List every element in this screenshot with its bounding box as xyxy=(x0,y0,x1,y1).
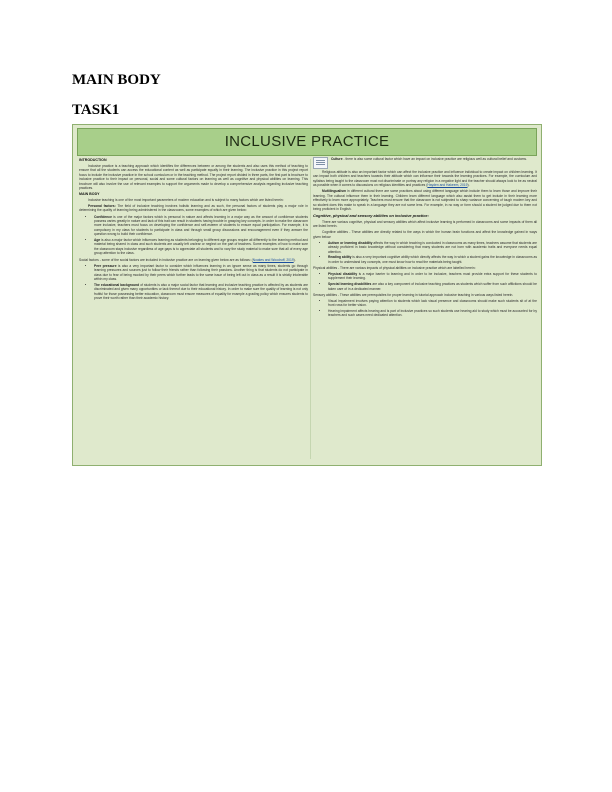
cognitive-abilities-text: Cognitive abilities - These abilities are directly related to the ways in which the human brain functions and affect the knowledge gained in ways given below: xyxy=(313,230,537,239)
culture-paragraph xyxy=(313,157,537,161)
personal-factors-list xyxy=(79,215,308,256)
list-item-text: Visual impairment involves paying attention to students which lack visual presence and classrooms should make such students sit of at the front rows for better vision. xyxy=(328,298,537,308)
list-item-term: Confidence xyxy=(94,214,112,219)
list-item xyxy=(94,264,308,282)
social-factors-paragraph: Social factors - some of the social factors are included in inclusive practice are on learning given below are as follows: (Noakes and Woodruff, 2019). xyxy=(79,257,296,262)
personal-factors-text: The field of inclusive teaching involves holistic learning and as such, the personal factors of students play a major role in determining the quality of learning being administered in the classrooms, some examples of which are given below: xyxy=(79,204,308,213)
citation-link[interactable]: Hayden and Hakeem, 2019 xyxy=(427,183,468,188)
introduction-text: Inclusive practice is a teaching approach which identifies the differences between or among the students and also uses this method of teaching to ensure that all the students can access the educational content as well as participate equally in their learning. The inclusive practice in this project report focus to include the inclusive practice in the school curriculum or in the teaching method. The project report divided in three parts, the first part is brochure to inclusive practice to their impact on personal, social and some cultural factors on learning as well as cognitive and physical abilities on learning. This brochure will also involve the use of relevant examples to support the arguments made to develop a comprehensive analysis regarding inclusive teaching practices. xyxy=(79,164,308,191)
cognitive-intro: There are various cognitive, physical and sensory abilities which affect inclusive learning is performed in classrooms and some impacts of them all are listed herein. xyxy=(313,219,537,229)
list-item-term: Special learning disabilities xyxy=(328,282,372,287)
culture-text: - there is also some cultural factor which have an impact on inclusive practice are religious well as cultural belief and customs. xyxy=(343,157,527,161)
list-item xyxy=(328,282,537,291)
task-heading: TASK1 xyxy=(72,102,120,118)
list-item xyxy=(328,299,537,308)
sensory-abilities-text: Sensory abilities - These abilities are prerequisites for proper learning in tutorial approach inclusive teaching in various ways listed herein. xyxy=(313,292,514,297)
list-item-text: affects the way in which teaching is conducted in classrooms as many times, teachers assume that students are already proficient in basic knowledge without considering that many students are not born with academic traits and everyone needs equal attention. xyxy=(328,240,537,254)
citation-link[interactable]: Noakes and Woodruff, 2019 xyxy=(252,257,294,262)
list-item-term: Physical disability xyxy=(328,272,358,277)
list-item-term: Age xyxy=(94,237,101,242)
list-item-text: are also a key component of inclusive teaching practices as students which suffer from such afflictions should be taken care of in a dedicated manner. xyxy=(328,282,537,291)
inclusive-practice-poster xyxy=(72,124,542,466)
list-item-term: Autism or learning disability xyxy=(328,240,373,245)
list-item xyxy=(94,238,308,256)
list-item xyxy=(328,272,537,281)
document-icon xyxy=(313,157,328,169)
culture-term: Culture xyxy=(331,157,343,161)
cognitive-heading: Cognitive, physical and sensory abilities on inclusive practice: xyxy=(313,212,429,218)
multilingualism-paragraph xyxy=(313,189,537,211)
personal-factors-paragraph xyxy=(79,204,308,213)
list-item-text: is a major barrier to learning and in order to be inclusive, teachers must provide extra support for these students to supplement their learning. xyxy=(328,272,537,281)
list-item-text: is also a very important factor to consider which influences learning in an ignore sense as many times, students go through learning pressures and sources just to follow their friends rather than following their passions. Another thing is that students do not participate in class due to fear of being mocked by their peers which further leads to the same issue of being left out in class as a result it is strictly intolerable within my class. xyxy=(94,263,308,281)
list-item xyxy=(328,309,537,318)
sensory-list xyxy=(313,299,537,318)
list-item xyxy=(328,255,537,264)
cognitive-list xyxy=(313,241,537,264)
list-item-text: is one of the major factors which is personal in nature and affects learning in a major way as the amount of confidence students possess varies greatly in nature and lack of this trait can result in students having trouble in grasping key concepts. In order to make the classroom more inclusive, teachers must focus on developing the confidence and self-esteem of students to ensure equal participation. For example, it is compulsory in my class for students to participate in class and through small group discussions and encouragement even if they answer the question wrong to build their confidence. xyxy=(94,214,308,237)
list-item xyxy=(94,283,308,301)
multilingualism-term: Multilingualism xyxy=(322,189,346,194)
list-item-term: The educational background xyxy=(94,282,140,287)
poster-right-column xyxy=(313,157,537,461)
list-item xyxy=(328,241,537,254)
list-item-text: is also a very important cognitive ability which directly affects the way in which a student gains the knowledge in classrooms as in order to understand key concepts, one must know how to read the materials being taught. xyxy=(328,255,537,264)
poster-left-column xyxy=(79,157,308,461)
physical-abilities-text: Physical abilities - There are various impacts of physical abilities on inclusive practice which are labelled herein: xyxy=(313,265,476,270)
main-body-heading: MAIN BODY xyxy=(72,72,161,88)
poster-title: INCLUSIVE PRACTICE xyxy=(77,128,537,156)
religious-paragraph: Religious attitude is also an important factor which can affect the inclusive practice and influence individual to create impact on children learning. It can impact both children and teachers towards their attitude which can influence their towards the learning practices. For example, the curriculum and syllabus being taught to the classroom must not discriminate or portray any religion in a negative light and the teacher should always look to be as neutral as possible when it comes to discussions on religious identities and practices (Hayden and Hakeem, 2019). xyxy=(313,170,537,188)
list-item-term: Reading ability xyxy=(328,255,352,260)
main-body-subheading: MAIN BODY xyxy=(79,192,100,197)
list-item-text: Hearing impairment affects hearing and is part of inclusive practices so such students use hearing aid to study which must be accounted for by teachers and such cases need dedicated attention. xyxy=(328,308,537,318)
physical-list xyxy=(313,272,537,291)
list-item-text: of students is also a major social factor that learning and inclusive teaching practice is affected by as students are discriminated and given many opportunities or lack thereof due to their educational history. In order to make sure the quality of learning is not only fruitful for those possessing better education, classroom must ensure measures of equality for example a grading policy which ensures students to prove their worth rather than their academic history. xyxy=(94,282,308,300)
multilingualism-text: in different cultural there are some practices about using different language which include them to learn those and improve their learning. The cultural influence them in their learning. Children learn different language which also assist them to get include in their learning more effectively to learn more appropriately. Teachers must ensure that the classroom is not subjected to sharp variance concerning of tough modern key and so student does this make to speak in a language they are not some lens. For example, in no way or form should a student be judged due to them not being proficient in English. xyxy=(313,189,537,212)
list-item-term: Peer pressure xyxy=(94,263,117,268)
social-factors-text: Social factors - some of the social factors are included in inclusive practice are on learning given below are as follows: xyxy=(79,257,251,262)
introduction-heading: INTRODUCTION xyxy=(79,158,107,163)
list-item xyxy=(94,215,308,237)
list-item-text: is also a major factor which influences learning as students belonging to different age groups require all differently to the learning method and material being shared in class and such students are usually left unclear or neglect on the part of teachers. Some examples of how to make sure the classroom stays inclusive regardless of age gaps is to appreciate all students and to vary the study material to make sure that all of every age group attention to the class. xyxy=(94,237,308,256)
personal-factors-heading: Personal factors: xyxy=(88,204,116,209)
main-body-text: Inclusive teaching is one of the most important parameters of modern education and is subject to many factors which are listed herein: xyxy=(88,197,284,202)
social-factors-list xyxy=(79,264,308,301)
religious-text: Religious attitude is also an important factor which can affect the inclusive practice and influence individual to create impact on children learning. It can impact both children and teachers towards their attitude which can influence their towards the learning practices. For example, the curriculum and syllabus being taught to the classroom must not discriminate or portray any religion in a negative light and the teacher should always look to be as neutral as possible when it comes to discussions on religious identities and practices xyxy=(313,170,537,188)
column-divider xyxy=(310,159,311,459)
